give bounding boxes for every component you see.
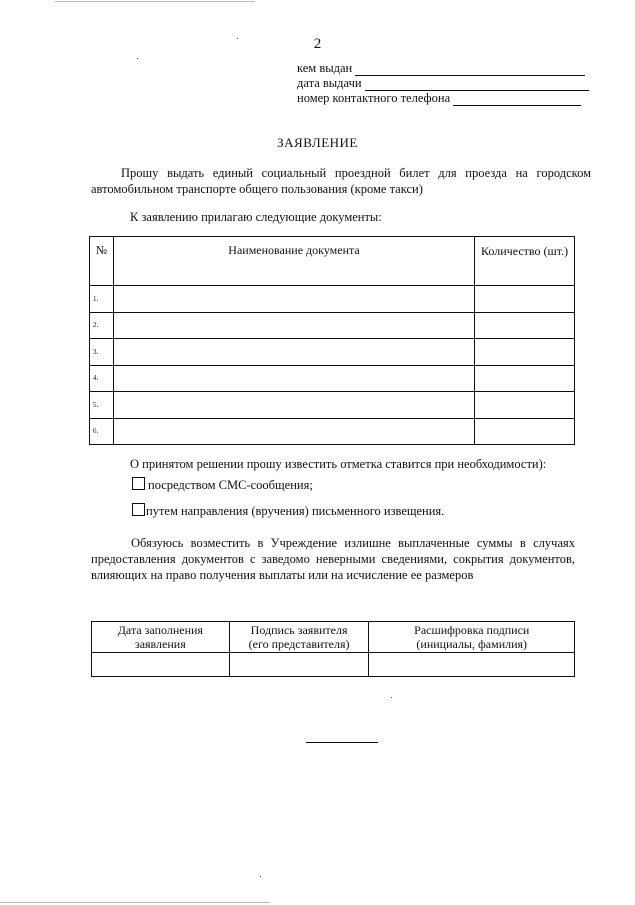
- row-number: 1.: [90, 286, 114, 313]
- request-paragraph: Прошу выдать единый социальный проездной билет для проезда на городском автомобильном транспорте общего пользования (кроме такси): [91, 166, 591, 196]
- doc-name-cell[interactable]: [113, 339, 474, 366]
- scan-speck: [391, 697, 392, 698]
- table-row: [90, 286, 575, 313]
- notify-intro: О принятом решении прошу известить отметка ставится при необходимости):: [130, 457, 547, 471]
- signature-input-row: [92, 653, 575, 677]
- notify-option-letter[interactable]: [132, 503, 444, 519]
- scan-speck: [260, 876, 261, 877]
- doc-qty-cell[interactable]: [475, 418, 575, 445]
- date-header: [92, 622, 230, 653]
- col-qty-header: Количество (шт.): [475, 237, 575, 286]
- date-header-line1: Дата заполнения: [117, 623, 203, 637]
- issue-date-line[interactable]: [365, 78, 589, 91]
- phone-label: номер контактного телефона: [297, 91, 451, 105]
- date-cell[interactable]: [92, 653, 230, 677]
- decoding-cell[interactable]: [369, 653, 575, 677]
- signature-header-line1: Подпись заявителя: [250, 623, 348, 637]
- doc-name-cell[interactable]: [113, 392, 474, 419]
- row-number: 2.: [90, 312, 114, 339]
- phone-line[interactable]: [453, 93, 581, 106]
- row-number: 3.: [90, 339, 114, 366]
- decoding-header-line1: Расшифровка подписи: [414, 623, 530, 637]
- row-number: 5.: [90, 392, 114, 419]
- signature-header-row: [92, 622, 575, 653]
- phone-field[interactable]: [297, 91, 581, 106]
- scan-speck: [137, 58, 138, 59]
- row-number: 4.: [90, 365, 114, 392]
- signature-table: [91, 621, 575, 677]
- notify-option-sms[interactable]: [132, 477, 313, 493]
- decoding-header: [369, 622, 575, 653]
- issued-by-line[interactable]: [355, 63, 585, 76]
- doc-qty-cell[interactable]: [475, 286, 575, 313]
- obligation-paragraph: Обязуюсь возместить в Учреждение излишне выплаченные суммы в случаях предоставления документов с заведомо неверными сведениями, сокрытия документов, влияющих на право получения выплаты или на исчисление ее размеров: [91, 536, 575, 582]
- signature-cell[interactable]: [229, 653, 369, 677]
- attach-intro: К заявлению прилагаю следующие документы:: [130, 210, 382, 224]
- page-number: 2: [313, 36, 322, 52]
- doc-qty-cell[interactable]: [475, 365, 575, 392]
- scan-edge-top: [55, 1, 255, 2]
- issue-date-label: дата выдачи: [297, 76, 362, 90]
- date-header-line2: заявления: [134, 637, 186, 651]
- notify-option-sms-label: посредством СМС-сообщения;: [148, 478, 313, 492]
- col-name-header: Наименование документа: [113, 237, 474, 286]
- scan-edge-bottom: [0, 902, 270, 903]
- issue-date-field[interactable]: [297, 76, 589, 91]
- bottom-rule: [306, 742, 378, 743]
- doc-name-cell[interactable]: [113, 312, 474, 339]
- table-header-row: [90, 237, 575, 286]
- table-row: [90, 418, 575, 445]
- table-row: [90, 339, 575, 366]
- issued-by-field[interactable]: [297, 61, 585, 76]
- col-number-header: №: [90, 237, 114, 286]
- doc-name-cell[interactable]: [113, 286, 474, 313]
- doc-name-cell[interactable]: [113, 418, 474, 445]
- table-row: [90, 312, 575, 339]
- documents-table: [89, 236, 575, 445]
- document-title: ЗАЯВЛЕНИЕ: [277, 135, 358, 150]
- checkbox-letter[interactable]: [132, 503, 145, 516]
- doc-qty-cell[interactable]: [475, 392, 575, 419]
- signature-header: [229, 622, 369, 653]
- row-number: 6.: [90, 418, 114, 445]
- notify-option-letter-label: путем направления (вручения) письменного извещения.: [146, 504, 445, 518]
- issued-by-label: кем выдан: [297, 61, 353, 75]
- table-row: [90, 365, 575, 392]
- decoding-header-line2: (инициалы, фамилия): [416, 637, 528, 651]
- checkbox-sms[interactable]: [132, 477, 145, 490]
- doc-qty-cell[interactable]: [475, 339, 575, 366]
- doc-name-cell[interactable]: [113, 365, 474, 392]
- table-row: [90, 392, 575, 419]
- doc-qty-cell[interactable]: [475, 312, 575, 339]
- signature-header-line2: (его представителя): [248, 637, 350, 651]
